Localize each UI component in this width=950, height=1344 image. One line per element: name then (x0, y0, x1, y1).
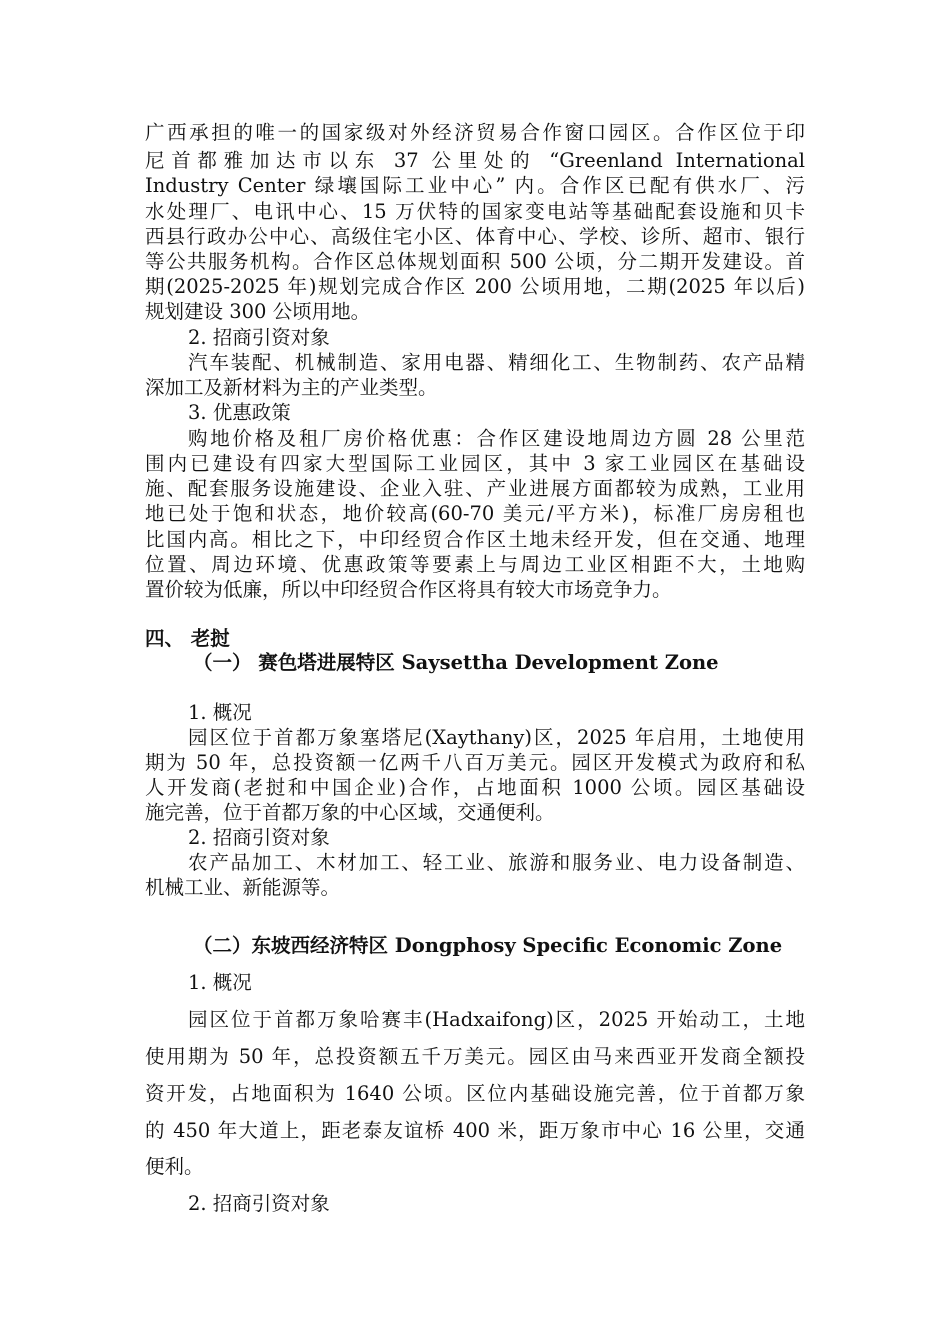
text-line: 比国内高。相比之下，中印经贸合作区土地未经开发，但在交通、地理 (145, 528, 805, 551)
text-line: 园区位于首都万象哈赛丰(Hadxaifong)区，2025 开始动工，土地 (188, 1008, 805, 1031)
text-line: 期(2025-2025 年)规划完成合作区 200 公顷用地，二期(2025 年以后) (145, 275, 805, 298)
text-line: 围内已建设有四家大型国际工业园区，其中 3 家工业园区在基础设 (145, 452, 805, 475)
text-line: 位置、周边环境、优惠政策等要素上与周边工业区相距不大，土地购 (145, 553, 805, 576)
text-line: 资开发，占地面积为 1640 公顷。区位内基础设施完善，位于首都万象 (145, 1082, 805, 1105)
text-line: 的 450 年大道上，距老泰友谊桥 400 米，距万象市中心 16 公里，交通 (145, 1119, 805, 1142)
text-line: 等公共服务机构。合作区总体规划面积 500 公顷，分二期开发建设。首 (145, 250, 805, 273)
text-line: 置价较为低廉，所以中印经贸合作区将具有较大市场竞争力。 (145, 578, 672, 601)
text-line: 西县行政办公中心、高级住宅小区、体育中心、学校、诊所、超市、银行 (145, 225, 805, 248)
text-line: 期为 50 年，总投资额一亿两千八百万美元。园区开发模式为政府和私 (145, 751, 805, 774)
subheading-incentives: 3. 优惠政策 (188, 401, 291, 424)
text-line: 购地价格及租厂房价格优惠：合作区建设地周边方圆 28 公里范 (188, 427, 805, 450)
text-line: 使用期为 50 年，总投资额五千万美元。园区由马来西亚开发商全额投 (145, 1045, 805, 1068)
text-line: 水处理厂、电讯中心、15 万伏特的国家变电站等基础配套设施和贝卡 (145, 200, 805, 223)
zone-title-dongphosy: （二）东坡西经济特区 Dongphosy Specific Economic Zone (193, 934, 783, 957)
subheading-investment-targets: 2. 招商引资对象 (188, 826, 330, 849)
subheading-investment-targets: 2. 招商引资对象 (188, 1192, 330, 1215)
subheading-investment-targets: 2. 招商引资对象 (188, 326, 330, 349)
section-heading-laos: 四、 老挝 (145, 627, 230, 650)
text-line: 机械工业、新能源等。 (145, 876, 341, 899)
text-line: 广西承担的唯一的国家级对外经济贸易合作窗口园区。合作区位于印 (145, 121, 805, 144)
subheading-overview: 1. 概况 (188, 971, 252, 994)
subheading-overview: 1. 概况 (188, 701, 252, 724)
text-line: 人开发商(老挝和中国企业)合作，占地面积 1000 公顷。园区基础设 (145, 776, 805, 799)
text-line: 园区位于首都万象塞塔尼(Xaythany)区，2025 年启用，土地使用 (188, 726, 805, 749)
text-line: 深加工及新材料为主的产业类型。 (145, 376, 438, 399)
text-line: 施、配套服务设施建设、企业入驻、产业进展方面都较为成熟，工业用 (145, 477, 805, 500)
text-line: Industry Center 绿壤国际工业中心” 内。合作区已配有供水厂、污 (145, 174, 805, 197)
text-line: 尼首都雅加达市以东 37 公里处的 “Greenland International (145, 149, 805, 172)
text-line: 地已处于饱和状态，地价较高(60-70 美元/平方米)，标准厂房房租也 (145, 502, 805, 525)
text-line: 规划建设 300 公顷用地。 (145, 300, 371, 323)
text-line: 农产品加工、木材加工、轻工业、旅游和服务业、电力设备制造、 (188, 851, 805, 874)
zone-title-saysettha: （一） 赛色塔进展特区 Saysettha Development Zone (193, 651, 719, 674)
text-line: 便利。 (145, 1155, 204, 1178)
text-line: 施完善，位于首都万象的中心区域，交通便利。 (145, 801, 555, 824)
text-line: 汽车装配、机械制造、家用电器、精细化工、生物制药、农产品精 (188, 351, 805, 374)
